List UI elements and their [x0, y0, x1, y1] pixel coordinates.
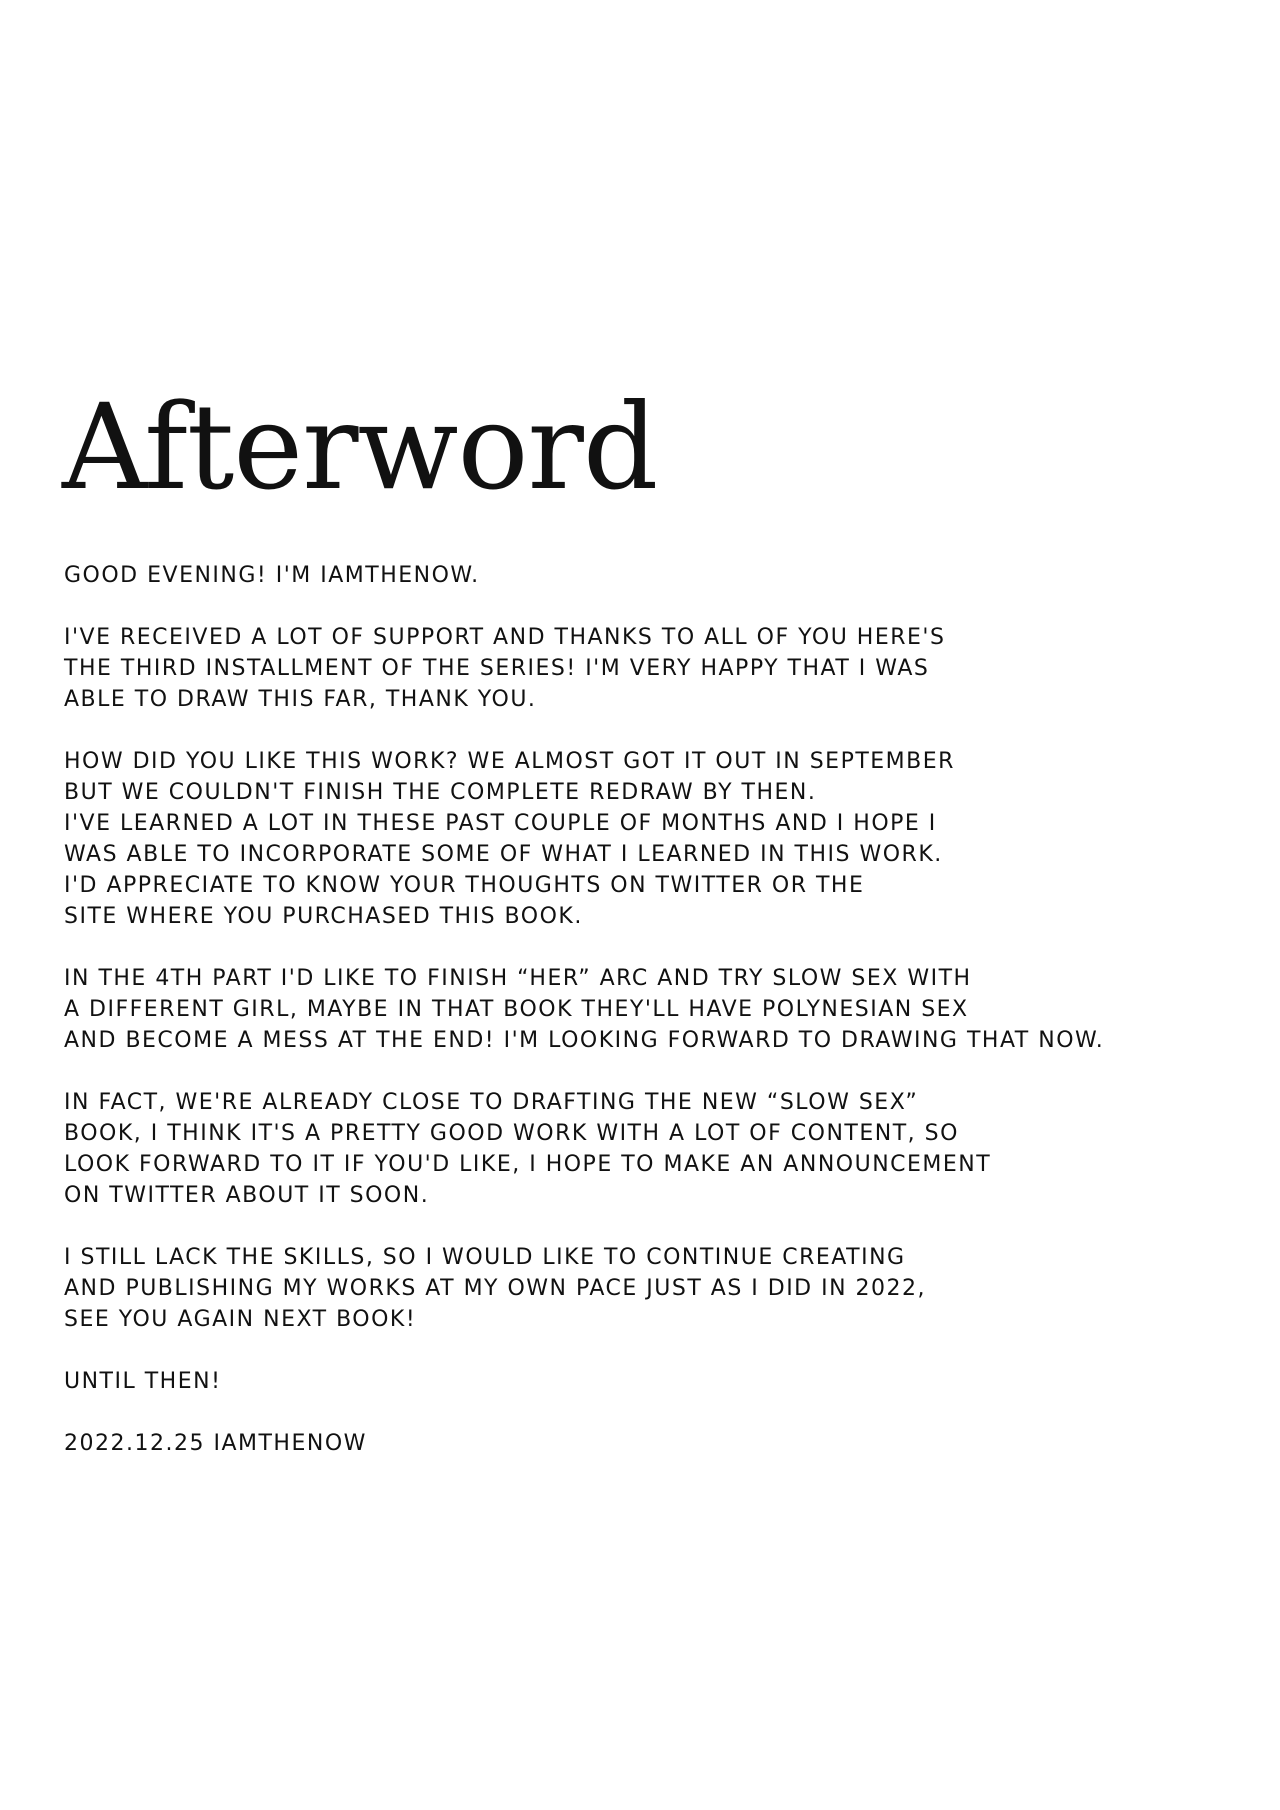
- text-line: AND PUBLISHING MY WORKS AT MY OWN PACE JUST AS I DID IN 2022,: [64, 1276, 927, 1301]
- text-line: AND BECOME A MESS AT THE END! I'M LOOKING FORWARD TO DRAWING THAT NOW.: [64, 1028, 1105, 1053]
- paragraph-thanks: [64, 622, 1224, 715]
- text-line: BOOK, I THINK IT'S A PRETTY GOOD WORK WITH A LOT OF CONTENT, SO: [64, 1121, 959, 1146]
- text-line: IN THE 4TH PART I'D LIKE TO FINISH “HER” ARC AND TRY SLOW SEX WITH: [64, 966, 972, 991]
- text-line: SEE YOU AGAIN NEXT BOOK!: [64, 1307, 417, 1332]
- signature-date: [64, 1428, 1224, 1459]
- paragraph-until-then: [64, 1366, 1224, 1397]
- text-line: WAS ABLE TO INCORPORATE SOME OF WHAT I LEARNED IN THIS WORK.: [64, 842, 943, 867]
- text-line: I'D APPRECIATE TO KNOW YOUR THOUGHTS ON TWITTER OR THE: [64, 873, 865, 898]
- text-line: LOOK FORWARD TO IT IF YOU'D LIKE, I HOPE TO MAKE AN ANNOUNCEMENT: [64, 1152, 992, 1177]
- text-line: HOW DID YOU LIKE THIS WORK? WE ALMOST GOT IT OUT IN SEPTEMBER: [64, 749, 955, 774]
- text-line: UNTIL THEN!: [64, 1369, 222, 1394]
- text-line: IN FACT, WE'RE ALREADY CLOSE TO DRAFTING THE NEW “SLOW SEX”: [64, 1090, 919, 1115]
- text-line: ON TWITTER ABOUT IT SOON.: [64, 1183, 430, 1208]
- text-line: I'VE LEARNED A LOT IN THESE PAST COUPLE OF MONTHS AND I HOPE I: [64, 811, 937, 836]
- page-title: Afterword: [62, 378, 658, 516]
- paragraph-new-book: [64, 1087, 1224, 1211]
- text-line: I'VE RECEIVED A LOT OF SUPPORT AND THANKS TO ALL OF YOU HERE'S: [64, 625, 946, 650]
- paragraph-closing: [64, 1242, 1224, 1335]
- text-line: THE THIRD INSTALLMENT OF THE SERIES! I'M VERY HAPPY THAT I WAS: [64, 656, 930, 681]
- text-line: ABLE TO DRAW THIS FAR, THANK YOU.: [64, 687, 537, 712]
- text-line: A DIFFERENT GIRL, MAYBE IN THAT BOOK THEY'LL HAVE POLYNESIAN SEX: [64, 997, 969, 1022]
- text-line: GOOD EVENING! I'M IAMTHENOW.: [64, 563, 480, 588]
- text-line: I STILL LACK THE SKILLS, SO I WOULD LIKE TO CONTINUE CREATING: [64, 1245, 906, 1270]
- text-line: SITE WHERE YOU PURCHASED THIS BOOK.: [64, 904, 583, 929]
- paragraph-next-part: [64, 963, 1224, 1056]
- text-line: BUT WE COULDN'T FINISH THE COMPLETE REDRAW BY THEN.: [64, 780, 817, 805]
- paragraph-work: [64, 746, 1224, 932]
- text-line: 2022.12.25 IAMTHENOW: [64, 1431, 367, 1456]
- afterword-body: [64, 560, 1224, 1490]
- paragraph-greeting: [64, 560, 1224, 591]
